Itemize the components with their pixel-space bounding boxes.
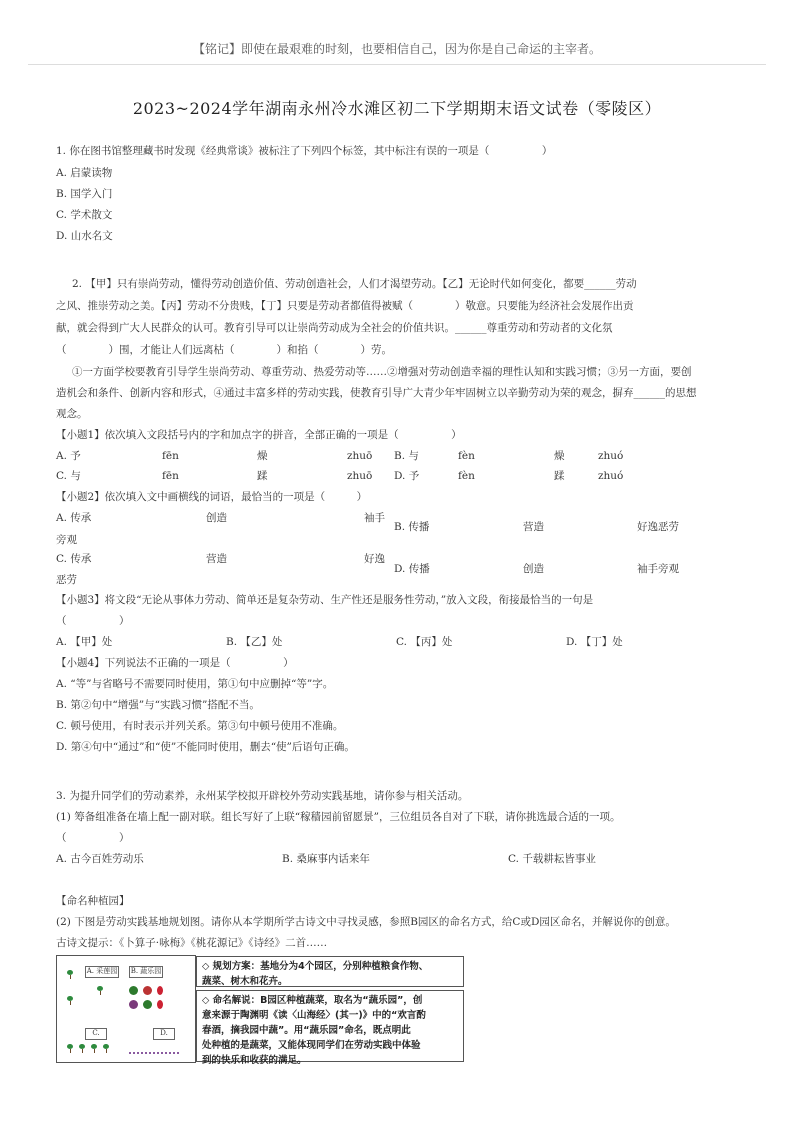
q3-part1: (1) 筹备组准备在墙上配一副对联。组长写好了上联“稼穑园前留愿景”，三位组员各自对了下联，请你挑选最合适的一项。 (56, 811, 621, 823)
naming-box (196, 990, 464, 1066)
sub4-option-b[interactable]: B. 第②句中“增强”与“实践习惯”搭配不当。 (56, 699, 260, 711)
zone-c-label: C. (85, 1028, 107, 1040)
tree-icon (103, 1044, 109, 1053)
naming-text-1: B园区种植蔬菜，取名为“蔬乐园”，创 (260, 995, 423, 1006)
cabbage-icon (143, 1000, 152, 1009)
sub3-stem: 【小题3】将文段“无论从事体力劳动、简单还是复杂劳动、生产性还是服务性劳动，”放入文段，衔接最恰当的一句是 (56, 594, 594, 606)
q2-line-5: ①一方面学校要教育引导学生崇尚劳动、尊重劳动、热爱劳动等……②增强对劳动创造幸福的理性认知和实践习惯；③另一方面，要创 (72, 366, 692, 378)
naming-text-5: 到的快乐和收获的满足。 (202, 1055, 307, 1066)
q3-section-heading: 【命名种植园】 (56, 895, 130, 907)
q3-option-a[interactable]: A. 古今百姓劳动乐 (56, 853, 144, 865)
sub4-stem: 【小题4】下列说法不正确的一项是（ ） (56, 657, 294, 669)
sub4-option-a[interactable]: A. “等”与省略号不需要同时使用，第①句中应删掉“等”字。 (56, 678, 334, 690)
plan-text-1: 基地分为4个园区，分别种植粮食作物、 (260, 961, 429, 972)
q2-line-6: 造机会和条件、创新内容和形式，④通过丰富多样的劳动实践，使教育引导广大青少年牢固树立以辛勤劳动为荣的观念，摒弃______的思想 (56, 387, 697, 399)
q1-option-a[interactable]: A. 启蒙读物 (56, 167, 113, 179)
vegetable-icon (129, 986, 138, 995)
q1-stem: 1. 你在图书馆整理藏书时发现《经典常谈》被标注了下列四个标签，其中标注有误的一项是（ ） (56, 145, 553, 157)
tree-icon (67, 996, 73, 1005)
plan-text-2: 蔬菜、树木和花卉。 (202, 976, 288, 987)
sub3-option-c[interactable]: C. 【丙】处 (396, 636, 453, 648)
q2-line-2: 之风、推崇劳动之美。【丙】劳动不分贵贱，【丁】只要是劳动者都值得被赋（ ）敬意。只要能为经济社会发展作出贡 (56, 300, 634, 312)
base-plan-figure (56, 955, 196, 1063)
motto-banner: 【铭记】即使在最艰难的时刻，也要相信自己，因为你是自己命运的主宰者。 (192, 42, 601, 56)
q2-line-1: 2. 【甲】只有崇尚劳动，懂得劳动创造价值、劳动创造社会，人们才渴望劳动。【乙】无论时代如何变化，都要______劳动 (72, 278, 637, 290)
q3-stem: 3. 为提升同学们的劳动素养，永州某学校拟开辟校外劳动实践基地，请你参与相关活动。 (56, 790, 469, 802)
zone-a-label: A. 采莲园 (85, 966, 119, 978)
plan-label: ◇ 规划方案： (202, 961, 261, 972)
tree-icon (67, 1044, 73, 1053)
sub3-option-a[interactable]: A. 【甲】处 (56, 636, 113, 648)
plan-box (196, 956, 464, 987)
q2-line-7: 观念。 (56, 408, 88, 420)
naming-text-3: 春酒，摘我园中蔬”。用“蔬乐园”命名，既点明此 (202, 1025, 411, 1036)
q2-line-3: 献，就会得到广大人民群众的认可。教育引导可以让崇尚劳动成为全社会的价值共识。______尊重劳动和劳动者的文化氛 (56, 322, 613, 334)
tree-icon (67, 970, 73, 979)
q3-option-b[interactable]: B. 桑麻事内话来年 (282, 853, 370, 865)
q3-option-c[interactable]: C. 千载耕耘皆事业 (508, 853, 596, 865)
q1-option-b[interactable]: B. 国学入门 (56, 188, 113, 200)
sub3-answer-paren: （ ） (56, 615, 130, 627)
sub3-option-b[interactable]: B. 【乙】处 (226, 636, 283, 648)
naming-label: ◇ 命名解说： (202, 995, 261, 1006)
sub2-stem: 【小题2】依次填入文中画横线的词语，最恰当的一项是（ ） (56, 491, 368, 503)
tree-icon (79, 1044, 85, 1053)
naming-text-2: 意来源于陶渊明《读〈山海经〉(其一)》中的“欢言酌 (202, 1010, 426, 1021)
sub4-option-d[interactable]: D. 第④句中“通过”和“使”不能同时使用，删去“使”后语句正确。 (56, 741, 355, 753)
exam-title: 2023~2024学年湖南永州冷水滩区初二下学期期末语文试卷（零陵区） (132, 99, 662, 118)
flower-bed-icon (129, 1044, 179, 1054)
sub3-option-d[interactable]: D. 【丁】处 (566, 636, 623, 648)
zone-d-label: D. (153, 1028, 175, 1040)
pepper-icon (157, 986, 163, 995)
q3-poem-hint: 古诗文提示：《卜算子·咏梅》《桃花源记》《诗经》二首…… (56, 937, 328, 949)
eggplant-icon (129, 1000, 138, 1009)
q3-answer-paren: （ ） (56, 832, 130, 844)
naming-text-4: 处种植的是蔬菜，又能体现同学们在劳动实践中体验 (202, 1040, 421, 1051)
tree-icon (91, 1044, 97, 1053)
tree-icon (97, 986, 103, 995)
q1-option-c[interactable]: C. 学术散文 (56, 209, 113, 221)
tomato-icon (143, 986, 152, 995)
q2-line-4: （ ）围，才能让人们远离枯（ ）和掐（ ）劳。 (56, 344, 392, 356)
q1-option-d[interactable]: D. 山水名文 (56, 230, 113, 242)
zone-b-label: B. 蔬乐园 (129, 966, 163, 978)
header-divider (28, 64, 766, 65)
pepper-icon (157, 1000, 163, 1009)
sub4-option-c[interactable]: C. 顿号使用，有时表示并列关系。第③句中顿号使用不准确。 (56, 720, 344, 732)
q3-part2: (2) 下图是劳动实践基地规划图。请你从本学期所学古诗文中寻找灵感，参照B园区的命名方式，给C或D园区命名，并解说你的创意。 (56, 916, 676, 928)
sub1-stem: 【小题1】依次填入文段括号内的字和加点字的拼音，全部正确的一项是（ ） (56, 429, 462, 441)
